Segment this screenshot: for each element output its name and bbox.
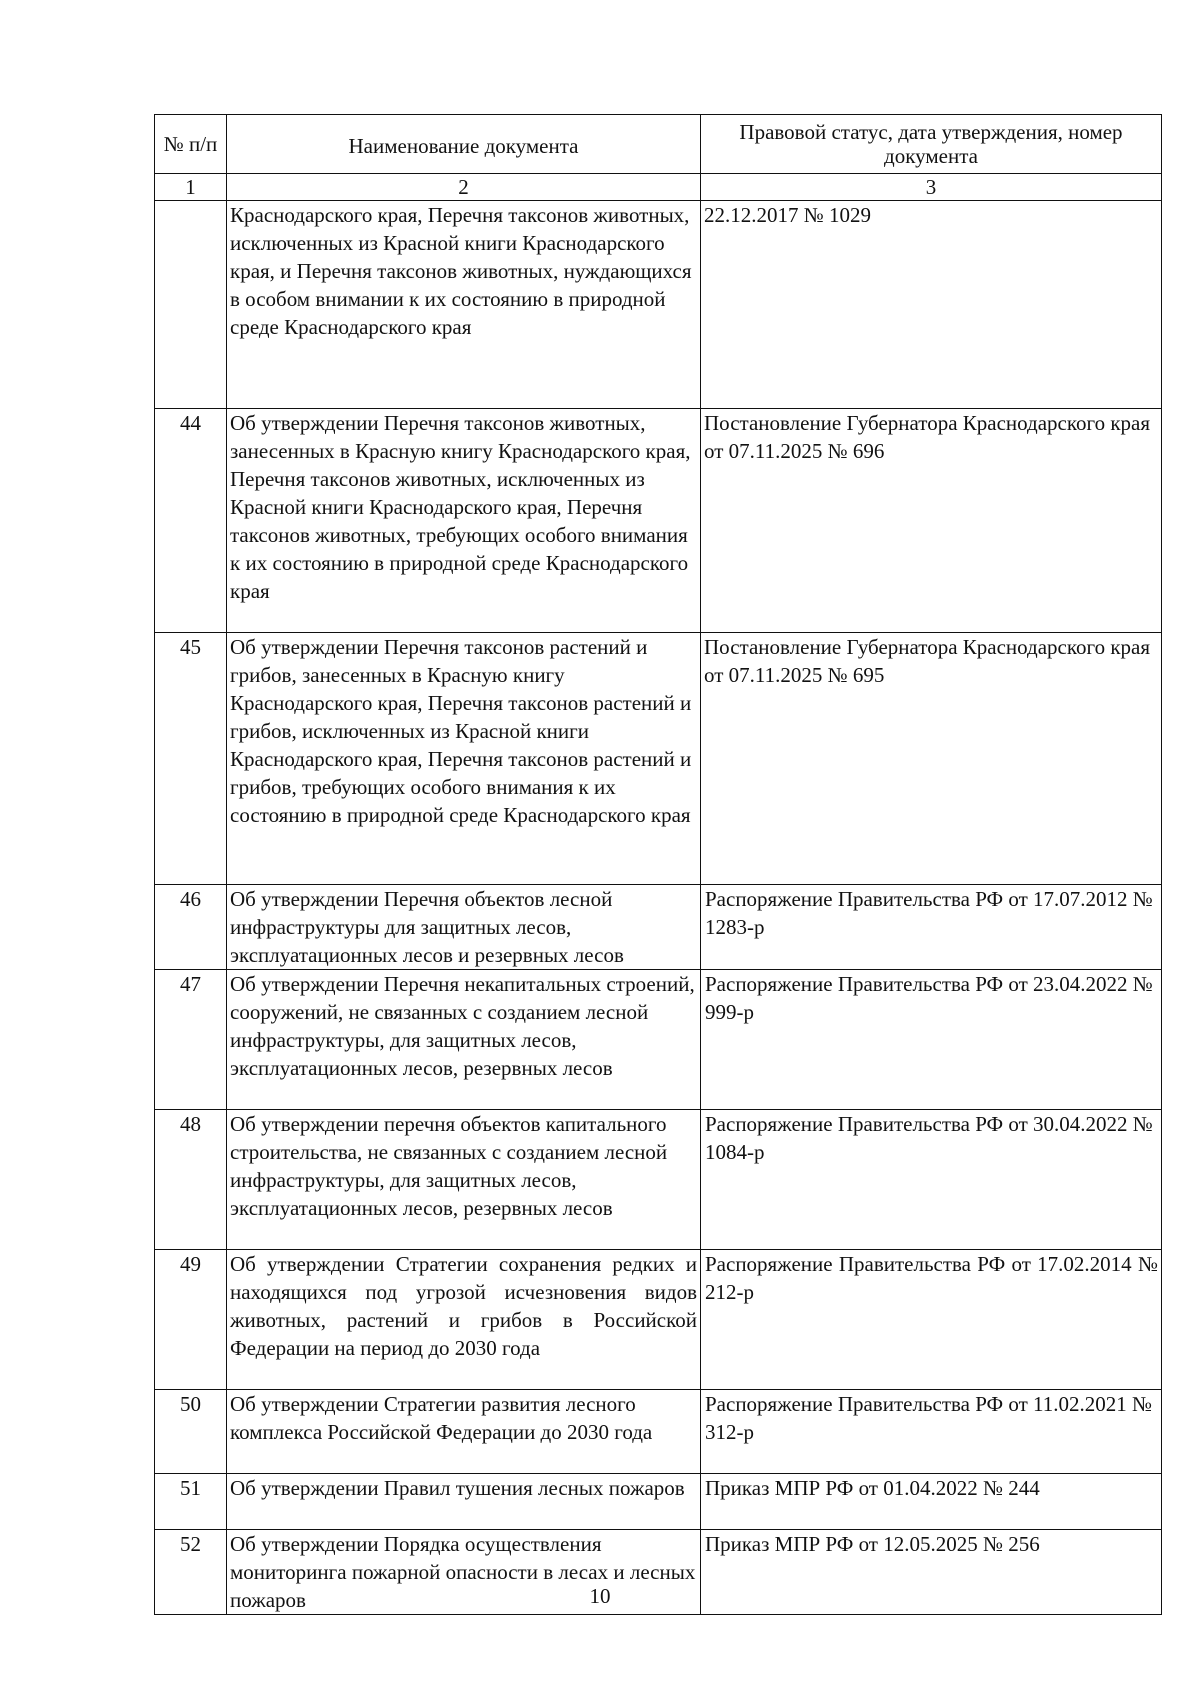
table-row xyxy=(155,633,1162,885)
document-status: Распоряжение Правительства РФ от 23.04.2022 № 999-р xyxy=(701,970,1162,1110)
table-header-row xyxy=(155,115,1162,174)
table-row xyxy=(155,1474,1162,1530)
row-number: 51 xyxy=(155,1474,227,1530)
row-number: 48 xyxy=(155,1110,227,1250)
header-name: Наименование документа xyxy=(227,115,701,174)
document-name: Об утверждении перечня объектов капитального строительства, не связанных с созданием лесной инфраструктуры, для защитных лесов, эксплуатационных лесов, резервных лесов xyxy=(227,1110,701,1250)
document-status: Распоряжение Правительства РФ от 17.07.2012 № 1283-р xyxy=(701,885,1162,970)
document-status: 22.12.2017 № 1029 xyxy=(701,201,1162,409)
document-status: Приказ МПР РФ от 01.04.2022 № 244 xyxy=(701,1474,1162,1530)
documents-table xyxy=(154,114,1162,1615)
column-number: 2 xyxy=(227,174,701,201)
document-name: Об утверждении Перечня таксонов растений и грибов, занесенных в Красную книгу Краснодарского края, Перечня таксонов растений и грибов, исключенных из Красной книги Краснодарского края, Перечня таксонов растений и грибов, требующих особого внимания к их состоянию в природной среде Краснодарского края xyxy=(227,633,701,885)
column-number: 1 xyxy=(155,174,227,201)
header-status: Правовой статус, дата утверждения, номер документа xyxy=(701,115,1162,174)
page-number: 10 xyxy=(589,1584,611,1608)
row-number: 50 xyxy=(155,1390,227,1474)
row-number: 52 xyxy=(155,1530,227,1615)
document-status: Постановление Губернатора Краснодарского края от 07.11.2025 № 695 xyxy=(701,633,1162,885)
document-name: Об утверждении Стратегии развития лесного комплекса Российской Федерации до 2030 года xyxy=(227,1390,701,1474)
row-number: 49 xyxy=(155,1250,227,1390)
document-status: Распоряжение Правительства РФ от 30.04.2022 № 1084-р xyxy=(701,1110,1162,1250)
document-name: Об утверждении Порядка осуществления мониторинга пожарной опасности в лесах и лесных пожаров xyxy=(227,1530,701,1615)
document-name: Об утверждении Перечня объектов лесной инфраструктуры для защитных лесов, эксплуатационных лесов и резервных лесов xyxy=(227,885,701,970)
table-row xyxy=(155,885,1162,970)
document-status: Распоряжение Правительства РФ от 11.02.2021 № 312-р xyxy=(701,1390,1162,1474)
row-number: 46 xyxy=(155,885,227,970)
column-numbers-row xyxy=(155,174,1162,201)
column-number: 3 xyxy=(701,174,1162,201)
document-name: Краснодарского края, Перечня таксонов животных, исключенных из Красной книги Краснодарского края, и Перечня таксонов животных, нуждающихся в особом внимании к их состоянию в природной среде Краснодарского края xyxy=(227,201,701,409)
header-num: № п/п xyxy=(155,115,227,174)
row-number: 47 xyxy=(155,970,227,1110)
row-number xyxy=(155,201,227,409)
table-row xyxy=(155,409,1162,633)
document-name: Об утверждении Перечня некапитальных строений, сооружений, не связанных с созданием лесной инфраструктуры, для защитных лесов, эксплуатационных лесов, резервных лесов xyxy=(227,970,701,1110)
table-row xyxy=(155,1110,1162,1250)
table-row xyxy=(155,970,1162,1110)
document-name: Об утверждении Стратегии сохранения редких и находящихся под угрозой исчезновения видов животных, растений и грибов в Российской Федерации на период до 2030 года xyxy=(227,1250,701,1390)
document-status: Распоряжение Правительства РФ от 17.02.2014 № 212-р xyxy=(701,1250,1162,1390)
table-row xyxy=(155,201,1162,409)
row-number: 44 xyxy=(155,409,227,633)
table-row xyxy=(155,1390,1162,1474)
document-name: Об утверждении Правил тушения лесных пожаров xyxy=(227,1474,701,1530)
document-status: Постановление Губернатора Краснодарского края от 07.11.2025 № 696 xyxy=(701,409,1162,633)
table-row xyxy=(155,1250,1162,1390)
document-name: Об утверждении Перечня таксонов животных, занесенных в Красную книгу Краснодарского края, Перечня таксонов животных, исключенных из Красной книги Краснодарского края, Перечня таксонов животных, требующих особого внимания к их состоянию в природной среде Краснодарского края xyxy=(227,409,701,633)
document-status: Приказ МПР РФ от 12.05.2025 № 256 xyxy=(701,1530,1162,1615)
row-number: 45 xyxy=(155,633,227,885)
